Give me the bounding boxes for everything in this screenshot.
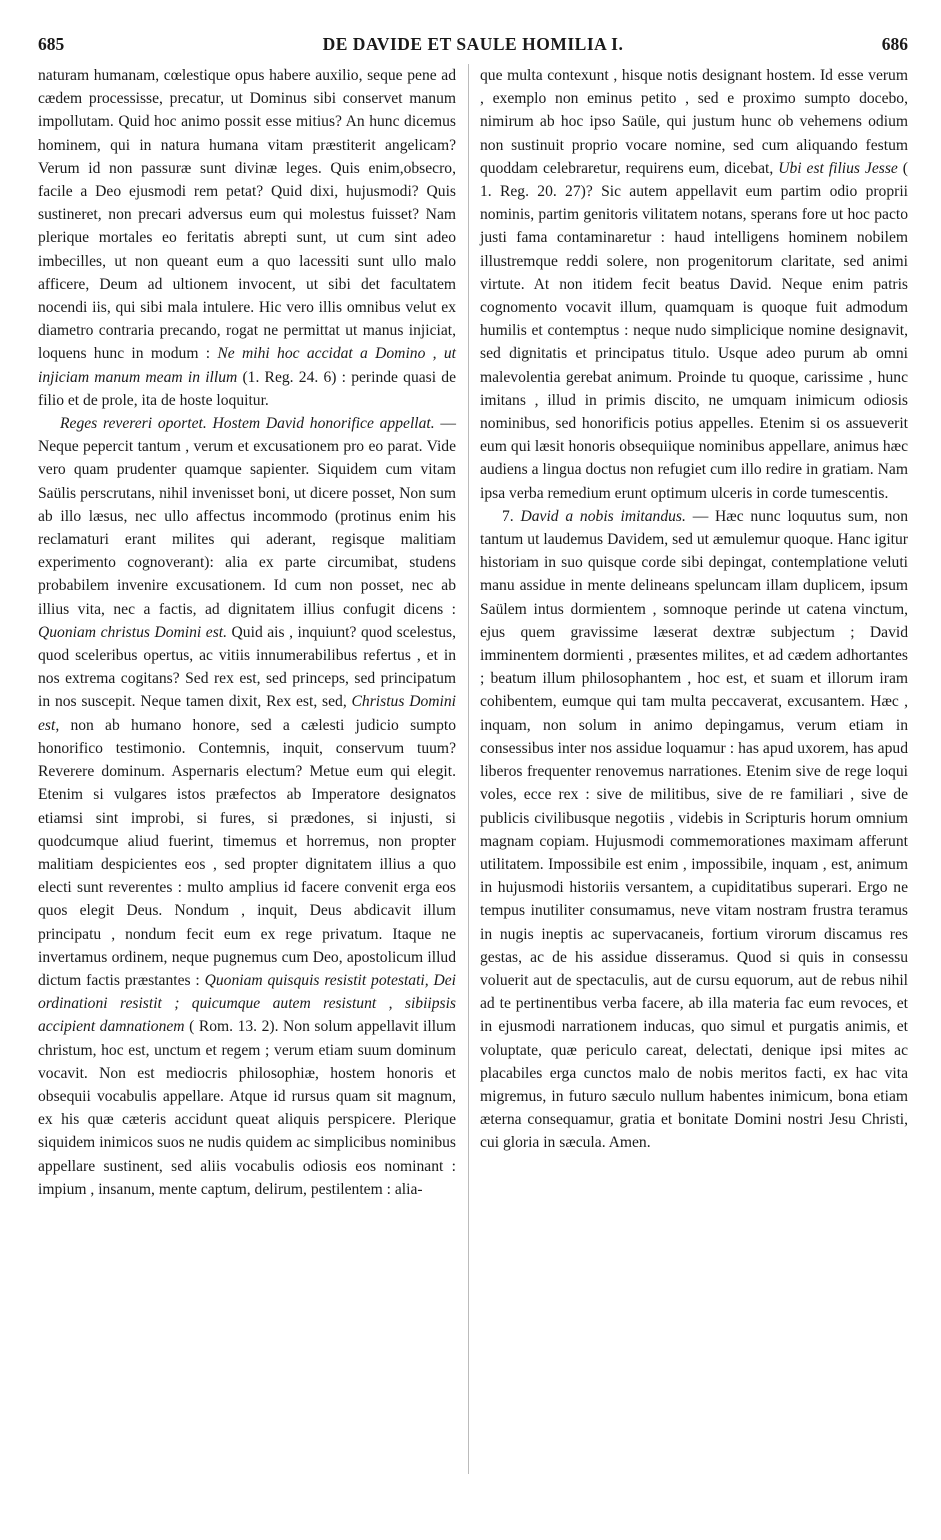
text-run: Non solum appellavit illum christum, hoc est, unctum et regem ; verum etiam suum dominum vocavit. Non est mediocris philosophiæ, hostem honoris et obsequii vocabulis appellare. Atque id rursus quam sit magnum, ex his quæ cæteris accidunt queat aliquis perspicere. Plerique siquidem inimicos suos ne nudis quidem ac simplicibus nominibus appellare sustinent, sed aliis vocabulis odiosis eos nominant : impium , insanum, mente captum, delirum, pestilentem : alia- bbox=[38, 1018, 456, 1198]
text-run: Quid ais , inquiunt? quod scelestus, quod sceleribus opertus, ac vitiis innumerabilibus refertus , et in nos extrema cogitans? Sed rex est, sed princeps, sed principatum in nos suscepit. Neque tamen dixit, Rex est, sed, bbox=[38, 623, 457, 711]
text-run: que multa contexunt , hisque notis designant hostem. Id esse verum , exemplo non eminus petito , sed e proximo sumpto docebo, nimirum ab hoc ipso Saüle, qui justum hunc ob vehemens odium non sustinuit proprio vocare nomine, sed cum aliquando festum quoddam celebraretur, requirens eum, dicebat, bbox=[480, 67, 908, 177]
scripture-reference: (1. Reg. 24. 6) : perinde quasi de filio et de prole, ita de hoste loquitur. bbox=[38, 368, 456, 409]
column-divider bbox=[468, 64, 469, 1474]
page-header bbox=[38, 34, 908, 62]
text-run: — Neque pepercit tantum , verum et excusationem pro eo parat. Vide vero quam prudenter quamque sapienter. Siquidem cum vitam Saülis perscrutans, nihil invenisset boni, ut dicere posset, Non sum ab illo læsus, nec ullo affectus incommodo (protinus enim his reclamaturi erant milites qui aderant, regisque malitiam experimento cognoverant): alia ex parte circumibat, studens probabilem invenire excusationem. Id cum non posset, nec ab illius vita, nec a factis, ad dignitatem illius confugit dicens : bbox=[38, 415, 456, 618]
paragraph bbox=[38, 412, 456, 1201]
text-run: — Hæc nunc loquutus sum, non tantum ut laudemus Davidem, sed ut æmulemur quoque. Hanc igitur historiam in suo quisque corde sibi depingat, contemplatione veluti manu assidue in mente delineans speluncam illam duplicem, ipsum Saülem intus dormientem , somnoque perinde ut catena vinctum, ejus quem gravissime læserat dextræ subjectum ; David imminentem dormienti , præsentes milites, et ad cædem adhortantes ; beatum illum philosophantem , hoc est, et suam et illorum iram cohibentem, eumque qui tam multa peccaverat, excusantem. Hæc , inquam, non solum in animo depingamus, verum etiam in consessibus inter nos assidue loquamur : has apud uxorem, has apud liberos frequenter renovemus narrationes. Etenim sive de rege loqui voles, ecce rex : sive de militibus, sive de re familiari , sive de publicis civilibusque negotiis , videbis in Scripturis horum omnium magnam copiam. Hujusmodi commemorationes maximam afferunt utilitatem. Impossibile est enim , impossibile, inquam , est, animum in hujusmodi historiis versantem, a cupiditatibus superari. Ergo ne tempus inutiliter consumamus, neve vitam nostram frustra teramus in nugis ineptis ac supervacaneis, fortium virorum discamus res gestas, ac de his assidue disseramus. Quod si quis in consessu voluerit aut de spectaculis, aut de cursu equorum, aut de rebus nihil ad te pertinentibus verba facere, ab illa materia fac eum revoces, et in ejusmodi narrationem inducas, quo simul et purgatis animis, et voluptate, quæ periculo careat, delectati, denique ipsi mites ac placabiles erga cunctos malo de nobis meritos facti, ex hac vita migremus, in futuro sæculo nullum habentes inimicum, bona etiam æterna consequamur, gratia et bonitate Domini nostri Jesu Christi, cui gloria in sæcula. Amen. bbox=[480, 507, 909, 1152]
paragraph bbox=[480, 505, 908, 1155]
scripture-quote: Ne mihi hoc accidat a Domino , ut injiciam manum meam in illum bbox=[38, 345, 456, 386]
section-heading: Reges revereri oportet. Hostem David honorifice appellat. bbox=[60, 415, 435, 433]
scripture-quote: Ubi est filius Jesse bbox=[778, 159, 898, 177]
right-column bbox=[480, 64, 908, 1155]
left-column bbox=[38, 64, 456, 1201]
scripture-reference: ( 1. Reg. 20. 27)? bbox=[480, 159, 908, 201]
paragraph bbox=[38, 64, 456, 412]
scripture-quote: Quoniam christus Domini est. bbox=[38, 623, 228, 641]
section-number: 7. bbox=[502, 507, 514, 525]
scripture-quote: Christus Domini est, bbox=[38, 693, 456, 734]
page-number-right: 686 bbox=[881, 34, 908, 54]
paragraph bbox=[480, 64, 908, 505]
scripture-reference: ( Rom. 13. 2). bbox=[189, 1018, 279, 1036]
section-heading: David a nobis imitandus. bbox=[520, 507, 686, 525]
text-run: naturam humanam, cœlestique opus habere auxilio, seque pene ad cædem processisse, precatur, ut Dominus sibi conservet manum impollutam. Quid hoc animo possit esse mitius? An hunc dicemus hominem, qui in natura humana vitam præstiterit angelicam? Verum id non passuræ sunt divinæ leges. Quis enim,obsecro, facile a Deo ejusmodi rem petat? Quid dixi, hujusmodi? Quis sustineret, non precari adversus eum qui molestus fuisset? Nam plerique mortales eo feritatis abrepti sunt, ut cum sint adeo imbecilles, ut non queant eum a quo lacessiti sunt ullo malo afficere, Deum ad ultionem invocent, ut sibi det facultatem nocendi iis, qui sibi mala intulere. Hic vero illis omnibus velut ex diametro contraria precando, rogat ne permittat ut manus injiciat, loquens hunc in modum : bbox=[38, 67, 456, 363]
text-run: non ab humano honore, sed a cælesti judicio sumpto honorifico testimonio. Contemnis, inquit, conservum tuum? Reverere dominum. Aspernaris electum? Metue eum qui elegit. Etenim si vulgares istos præfectos ab Imperatore designatos etiamsi sint improbi, si fures, si prædones, si injusti, si quodcumque aliud fuerint, timemus et horremus, non propter malitiam despicientes eos , sed propter dignitatem illius a quo electi sunt reverentes : multo amplius id facere convenit erga eos quos elegit Deus. Nondum , inquit, Deus abdicavit illum principatu , nondum fecit eum ex rege privatum. Itaque ne invertamus ordinem, neque pugnemus cum Deo, apostolicum illud dictum factis præstantes : bbox=[38, 716, 456, 989]
page-number-left: 685 bbox=[38, 34, 65, 54]
running-title: DE DAVIDE ET SAULE HOMILIA I. bbox=[322, 34, 624, 54]
scripture-quote: Quoniam quisquis resistit potestati, Dei ordinationi resistit ; quicumque autem resistunt , sibiipsis accipient damnationem bbox=[38, 971, 456, 1036]
text-run: Sic autem appellavit eum partim odio proprii nominis, partim genitoris vilitatem notans, sperans fore ut hoc pacto justi fama contaminaretur : haud intelligens hominem nobilem illustremque reddi solere, non progenitorum claritate, sed animi virtute. At non itidem fecit beatus David. Neque enim patris cognomento vocavit illum, quamquam is quoque fuit admodum humilis et contemptus : neque nudo simplicique nomine designavit, sed dignitatis et principatus titulo. Usque adeo purum ab omni malevolentia gerebat animum. Proinde tu quoque, carissime , hunc imitans , illud in primis discito, ne umquam inimicum odiosis nominibus, sed honorificis potius appelles. Etenim si os assueverit eum qui læsit honoris obsequiique nominibus appellare, animus hæc audiens a lingua doctus non refugiet cum illo redire in gratiam. Nam ipsa verba remedium erunt optimum ulceris in corde tumescentis. bbox=[480, 183, 909, 502]
